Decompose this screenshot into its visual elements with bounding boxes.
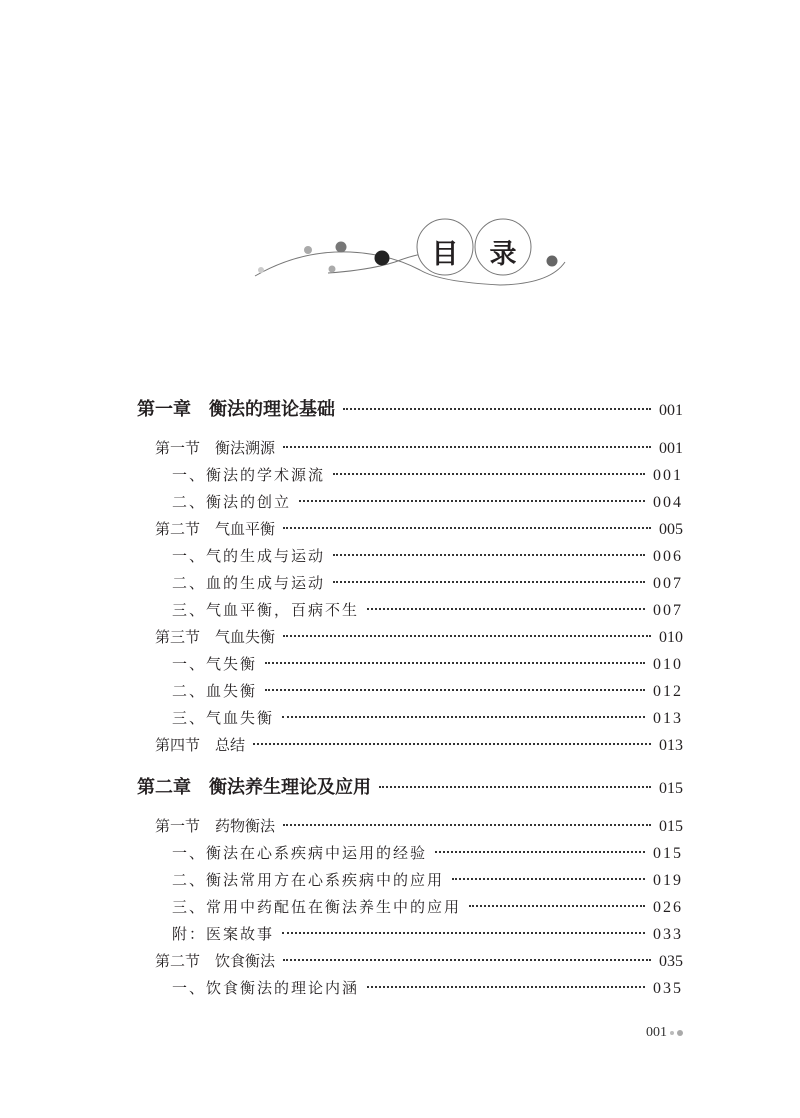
- toc-entry-page: 001: [659, 440, 683, 457]
- toc-chapter-entry[interactable]: [137, 395, 683, 425]
- dot-leader: [333, 554, 645, 556]
- toc-entry-page: 005: [659, 521, 683, 538]
- dot-leader: [367, 608, 645, 610]
- toc-entry-title: 一、衡法的学术源流: [172, 466, 326, 484]
- page-footer: [646, 1025, 683, 1041]
- toc-entry-title: 附：医案故事: [172, 925, 275, 943]
- toc-section-entry[interactable]: [137, 732, 683, 759]
- dot-leader: [435, 851, 645, 853]
- toc-entry-title: 一、气失衡: [172, 655, 258, 673]
- toc-entry-page: 035: [659, 953, 683, 970]
- toc-entry-title: 三、气血平衡，百病不生: [172, 601, 360, 619]
- toc-entry-page: 026: [653, 899, 683, 916]
- dot-leader: [299, 500, 645, 502]
- toc-item-entry[interactable]: [137, 489, 683, 516]
- toc-entry-page: 033: [653, 926, 683, 943]
- toc-entry-title: 第二节 饮食衡法: [155, 952, 276, 970]
- toc-item-entry[interactable]: [137, 651, 683, 678]
- toc-chapter-entry[interactable]: [137, 773, 683, 803]
- toc-entry-page: 035: [653, 980, 683, 997]
- toc-entry-page: 004: [653, 494, 683, 511]
- dot-leader: [283, 446, 651, 448]
- toc-section-entry[interactable]: [137, 948, 683, 975]
- dot-leader: [282, 932, 645, 934]
- toc-entry-title: 二、衡法的创立: [172, 493, 292, 511]
- dot-leader: [283, 824, 651, 826]
- toc-entry-page: 010: [659, 629, 683, 646]
- toc-item-entry[interactable]: [137, 570, 683, 597]
- toc-entry-page: 007: [653, 602, 683, 619]
- decor-dot: [304, 246, 312, 254]
- decor-dot: [336, 242, 347, 253]
- decor-dot: [329, 266, 336, 273]
- dot-leader: [253, 743, 651, 745]
- toc-item-entry[interactable]: [137, 975, 683, 1002]
- toc-item-entry[interactable]: [137, 840, 683, 867]
- dot-leader: [333, 581, 645, 583]
- toc-item-entry[interactable]: [137, 921, 683, 948]
- toc-item-entry[interactable]: [137, 597, 683, 624]
- toc-item-entry[interactable]: [137, 462, 683, 489]
- toc-entry-page: 015: [659, 780, 683, 797]
- toc-entry-title: 第一节 衡法溯源: [155, 439, 276, 457]
- toc-section-entry[interactable]: [137, 813, 683, 840]
- toc-entry-page: 015: [659, 818, 683, 835]
- dot-leader: [367, 986, 645, 988]
- footer-dot-icon: [677, 1030, 683, 1036]
- toc-entry-page: 006: [653, 548, 683, 565]
- toc-entry-title: 一、气的生成与运动: [172, 547, 326, 565]
- toc-entry-page: 001: [653, 467, 683, 484]
- dot-leader: [282, 716, 645, 718]
- toc-entry-page: 012: [653, 683, 683, 700]
- toc-entry-page: 019: [653, 872, 683, 889]
- toc-section-entry[interactable]: [137, 624, 683, 651]
- toc-title-char: 目: [431, 239, 459, 270]
- toc-entry-page: 007: [653, 575, 683, 592]
- dot-leader: [452, 878, 645, 880]
- toc-entry-title: 第三节 气血失衡: [155, 628, 276, 646]
- decor-dot: [547, 256, 558, 267]
- toc-title-char: 录: [489, 239, 517, 270]
- toc-entry-title: 一、衡法在心系疾病中运用的经验: [172, 844, 428, 862]
- toc-entry-title: 三、气血失衡: [172, 709, 275, 727]
- page-number: 001: [646, 1025, 667, 1040]
- dot-leader: [333, 473, 645, 475]
- dot-leader: [283, 635, 651, 637]
- toc-entry-title: 二、血的生成与运动: [172, 574, 326, 592]
- decor-dot: [258, 267, 264, 273]
- footer-dot-icon: [670, 1031, 674, 1035]
- toc-item-entry[interactable]: [137, 543, 683, 570]
- toc-entry-title: 第四节 总结: [155, 736, 246, 754]
- toc-entry-page: 015: [653, 845, 683, 862]
- table-of-contents: [137, 395, 683, 1002]
- dot-leader: [469, 905, 645, 907]
- decor-dot: [375, 251, 390, 266]
- toc-entry-title: 三、常用中药配伍在衡法养生中的应用: [172, 898, 462, 916]
- toc-entry-page: 013: [653, 710, 683, 727]
- toc-entry-page: 010: [653, 656, 683, 673]
- toc-section-entry[interactable]: [137, 435, 683, 462]
- dot-leader: [265, 689, 645, 691]
- toc-item-entry[interactable]: [137, 867, 683, 894]
- toc-entry-title: 第一章 衡法的理论基础: [137, 399, 335, 420]
- toc-entry-title: 二、衡法常用方在心系疾病中的应用: [172, 871, 445, 889]
- toc-entry-page: 001: [659, 402, 683, 419]
- toc-section-entry[interactable]: [137, 516, 683, 543]
- toc-item-entry[interactable]: [137, 705, 683, 732]
- title-decoration: [240, 210, 580, 300]
- dot-leader: [283, 527, 651, 529]
- toc-entry-title: 第一节 药物衡法: [155, 817, 276, 835]
- toc-entry-title: 二、血失衡: [172, 682, 258, 700]
- toc-entry-title: 第二章 衡法养生理论及应用: [137, 777, 371, 798]
- dot-leader: [283, 959, 651, 961]
- toc-item-entry[interactable]: [137, 678, 683, 705]
- dot-leader: [265, 662, 645, 664]
- toc-entry-page: 013: [659, 737, 683, 754]
- toc-entry-title: 一、饮食衡法的理论内涵: [172, 979, 360, 997]
- dot-leader: [379, 786, 651, 788]
- dot-leader: [343, 408, 651, 410]
- toc-entry-title: 第二节 气血平衡: [155, 520, 276, 538]
- toc-item-entry[interactable]: [137, 894, 683, 921]
